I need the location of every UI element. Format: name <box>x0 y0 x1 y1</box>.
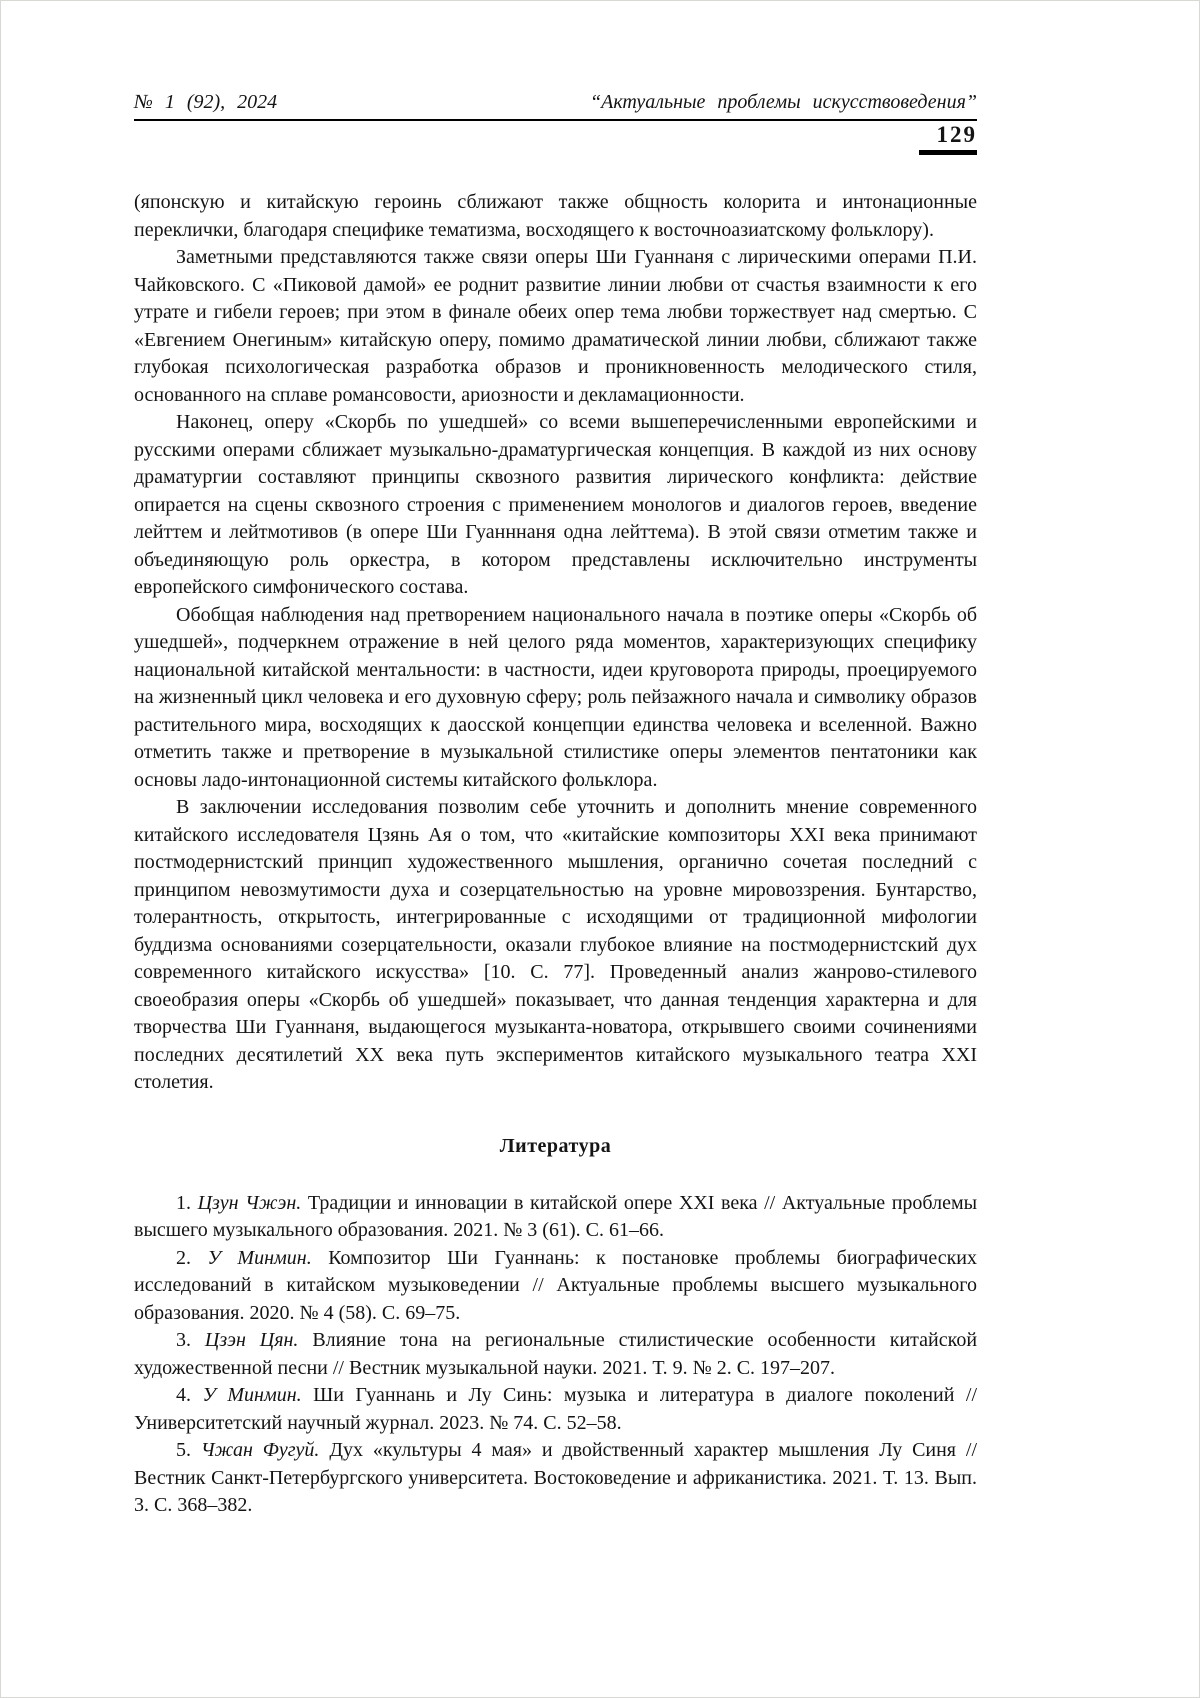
reference-item <box>134 1437 977 1520</box>
reference-text: Влияние тона на региональные стилистические особенности китайской художественной песни // Вестник музыкальной науки. 2021. Т. 9. № 2. С. 197–207. <box>134 1329 978 1379</box>
reference-text: Традиции и инновации в китайской опере XXI века // Актуальные проблемы высшего музыкального образования. 2021. № 3 (61). С. 61–66. <box>134 1191 978 1242</box>
reference-item <box>134 1382 977 1437</box>
literature-heading: Литература <box>499 1134 612 1157</box>
reference-list <box>134 1190 977 1520</box>
reference-author: Цзун Чжэн. <box>197 1191 302 1214</box>
body-paragraph: Заметными представляются также связи оперы Ши Гуаннаня с лирическими операми П.И. Чайковского. С «Пиковой дамой» ее роднит развитие линии любви от счастья взаимности к его утрате и гибели героев; при этом в финале обеих опер тема любви торжествует над смертью. С «Евгением Онегиным» китайскую оперу, помимо драматической линии любви, сближают также глубокая психологическая разработка образов и проникновенность мелодического стиля, основанного на сплаве романсовости, ариозности и декламационности. <box>134 246 977 406</box>
reference-author: У Минмин. <box>202 1384 302 1407</box>
header-rule <box>134 119 977 121</box>
reference-number: 2. <box>176 1246 191 1269</box>
issue-label: № 1 (92), 2024 <box>134 91 278 113</box>
body-paragraph: В заключении исследования позволим себе уточнить и дополнить мнение современного китайского исследователя Цзянь Ая о том, что «китайские композиторы XXI века принимают постмодернистский принцип художественного мышления, органично сочетая последний с принципом невозмутимости духа и созерцательностью на уровне мировоззрения. Бунтарство, толерантность, открытость, интегрированные с исходящими от традиционной мифологии буддизма основаниями созерцательности, оказали глубокое влияние на постмодернистский дух современного китайского искусства» [10. С. 77]. Проведенный анализ жанрово-стилевого своеобразия оперы «Скорбь об ушедшей» показывает, что данная тенденция характерна и для творчества Ши Гуаннаня, выдающегося музыканта-новатора, открывшего своими сочинениями последних десятилетий XX века путь экспериментов китайского музыкального театра XXI столетия. <box>134 796 977 1094</box>
reference-item <box>134 1327 977 1382</box>
reference-text: Дух «культуры 4 мая» и двойственный характер мышления Лу Синя // Вестник Санкт-Петербургского университета. Востоковедение и африканистика. 2021. Т. 13. Вып. 3. С. 368–382. <box>134 1439 977 1517</box>
reference-number: 4. <box>176 1384 191 1407</box>
reference-text: Ши Гуаннань и Лу Синь: музыка и литература в диалоге поколений // Университетский научный журнал. 2023. № 74. С. 52–58. <box>134 1384 978 1434</box>
reference-author: У Минмин. <box>207 1246 312 1269</box>
reference-item <box>134 1190 977 1245</box>
reference-author: Цзэн Цян. <box>204 1329 299 1352</box>
reference-number: 1. <box>176 1191 191 1214</box>
reference-text: Композитор Ши Гуаннань: к постановке проблемы биографических исследований в китайском музыковедении // Актуальные проблемы высшего музыкального образования. 2020. № 4 (58). С. 69–75. <box>134 1246 978 1324</box>
journal-title: “Актуальные проблемы искусствоведения” <box>590 91 977 113</box>
page-number: 129 <box>936 122 977 147</box>
running-head <box>134 91 977 114</box>
reference-number: 3. <box>176 1329 191 1352</box>
reference-item <box>134 1245 977 1328</box>
page-number-block <box>134 122 977 155</box>
page-header <box>134 91 977 155</box>
body-paragraph: Наконец, оперу «Скорбь по ушедшей» со всеми вышеперечисленными европейскими и русскими операми сближает музыкально-драматургическая концепция. В каждой из них основу драматургии составляют принципы сквозного развития лирического конфликта: действие опирается на сцены сквозного строения с применением монологов и диалогов героев, введение лейттем и лейтмотивов (в опере Ши Гуанннаня одна лейттема). В этой связи отметим также и объединяющую роль оркестра, в котором представлены исключительно инструменты европейского симфонического состава. <box>134 411 977 599</box>
article-body <box>134 189 977 1097</box>
reference-author: Чжан Фугуй. <box>200 1439 320 1462</box>
body-paragraph: Обобщая наблюдения над претворением национального начала в поэтике оперы «Скорбь об ушедшей», подчеркнем отражение в ней целого ряда моментов, характеризующих специфику национальной китайской ментальности: в частности, идеи круговорота природы, проецируемого на жизненный цикл человека и его духовную сферу; роль пейзажного начала и символику образов растительного мира, восходящих к даосской концепции единства человека и вселенной. Важно отметить также и претворение в музыкальной стилистике оперы элементов пентатоники как основы ладо-интонационной системы китайского фольклора. <box>134 603 977 791</box>
reference-number: 5. <box>176 1439 191 1462</box>
page-number-rule <box>919 150 977 155</box>
body-paragraph: (японскую и китайскую героинь сближают также общность колорита и интонационные переклички, благодаря специфике тематизма, восходящего к восточноазиатскому фольклору). <box>134 191 977 241</box>
